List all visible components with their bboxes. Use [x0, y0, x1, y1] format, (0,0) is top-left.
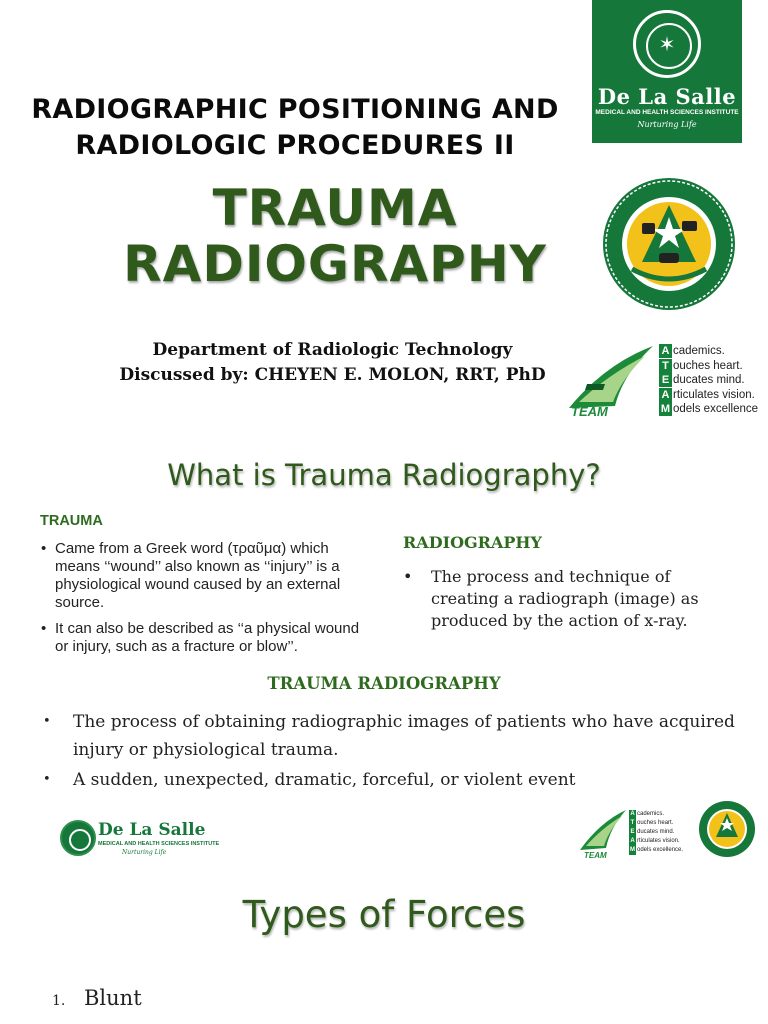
- ateam-badge: TEAM: [571, 404, 608, 419]
- logo-tagline: Nurturing Life: [637, 120, 697, 129]
- ateam-motto-line: M odels excellence: [660, 403, 759, 416]
- ateam-motto-line: A cademics.: [630, 811, 665, 818]
- ateam-motto-line: E ducates mind.: [659, 373, 768, 388]
- main-title-line-2: RADIOGRAPHY: [123, 235, 547, 293]
- list-item: [52, 986, 142, 1010]
- trauma-radiography-bullet-list: [40, 708, 740, 796]
- trauma-bullet-list: [40, 540, 370, 664]
- discussed-by: Discussed by: CHEYEN E. MOLON, RRT, PhD: [119, 365, 546, 385]
- footer-logo-name: De La Salle: [98, 820, 206, 840]
- slide2-title: What is Trauma Radiography?: [167, 458, 601, 492]
- ateam-logo: [565, 344, 768, 420]
- ateam-motto: [659, 344, 768, 417]
- list-item: • It can also be described as ‘‘a physical wound or injury, such as a fracture or blow’’.: [40, 620, 370, 656]
- ateam-arrow-icon: [565, 344, 657, 420]
- list-item: • The process and technique of creating a radiograph (image) as produced by the action of x-ray.: [403, 566, 733, 632]
- list-item: • The process of obtaining radiographic images of patients who have acquired injury or physiological trauma.: [40, 708, 740, 764]
- department-name: Department of Radiologic Technology: [152, 340, 513, 360]
- ateam-motto-line: M odels excellence.: [630, 847, 684, 854]
- ateam-motto-line: T ouches heart.: [659, 359, 768, 374]
- course-title-line-1: RADIOGRAPHIC POSITIONING AND: [31, 94, 559, 125]
- list-item-label: Blunt: [84, 986, 142, 1010]
- trauma-heading: TRAUMA: [40, 513, 103, 529]
- presenter-block: [100, 338, 565, 388]
- ateam-arrow-icon: [578, 808, 628, 860]
- forces-list: [52, 986, 142, 1010]
- ateam-motto-line: T ouches heart.: [630, 820, 674, 827]
- footer-ateam-badge: TEAM: [584, 851, 607, 860]
- institute-seal-icon: [60, 820, 96, 856]
- main-title-line-1: TRAUMA: [212, 179, 458, 237]
- ateam-motto-line: A cademics.: [659, 344, 768, 359]
- footer-ateam-motto: [629, 810, 699, 855]
- list-item: • Came from a Greek word (τραῦμα) which means ‘‘wound’’ also known as ‘‘injury’’ is a physiological wound caused by an external source.: [40, 540, 370, 612]
- list-item: • A sudden, unexpected, dramatic, forceful, or violent event: [40, 766, 740, 794]
- footer-ateam-logo: [578, 808, 696, 860]
- course-title: [0, 92, 590, 164]
- logo-name: De La Salle: [597, 84, 737, 109]
- de-la-salle-logo: [592, 0, 742, 143]
- college-seal-icon: [602, 177, 736, 311]
- list-item-number: 1.: [52, 993, 66, 1009]
- footer-logo-subtitle: MEDICAL AND HEALTH SCIENCES INSTITUTE: [98, 841, 220, 847]
- radiography-bullet-list: [403, 566, 733, 632]
- institute-seal-icon: ✶: [633, 10, 701, 78]
- ateam-motto-line: E ducates mind.: [630, 829, 675, 836]
- ateam-motto-line: A rticulates vision.: [659, 388, 768, 403]
- course-title-line-2: RADIOLOGIC PROCEDURES II: [75, 130, 515, 161]
- slide3-title: Types of Forces: [242, 893, 526, 936]
- radiography-heading: RADIOGRAPHY: [403, 533, 542, 552]
- footer-college-seal-icon: [698, 800, 756, 858]
- ateam-motto-line: A rticulates vision.: [630, 838, 680, 845]
- trauma-radiography-heading: TRAUMA RADIOGRAPHY: [267, 674, 501, 693]
- main-title: [90, 180, 580, 292]
- footer-logo-tagline: Nurturing Life: [122, 849, 167, 856]
- footer-de-la-salle-logo: [60, 818, 220, 860]
- logo-subtitle: MEDICAL AND HEALTH SCIENCES INSTITUTE: [595, 109, 739, 116]
